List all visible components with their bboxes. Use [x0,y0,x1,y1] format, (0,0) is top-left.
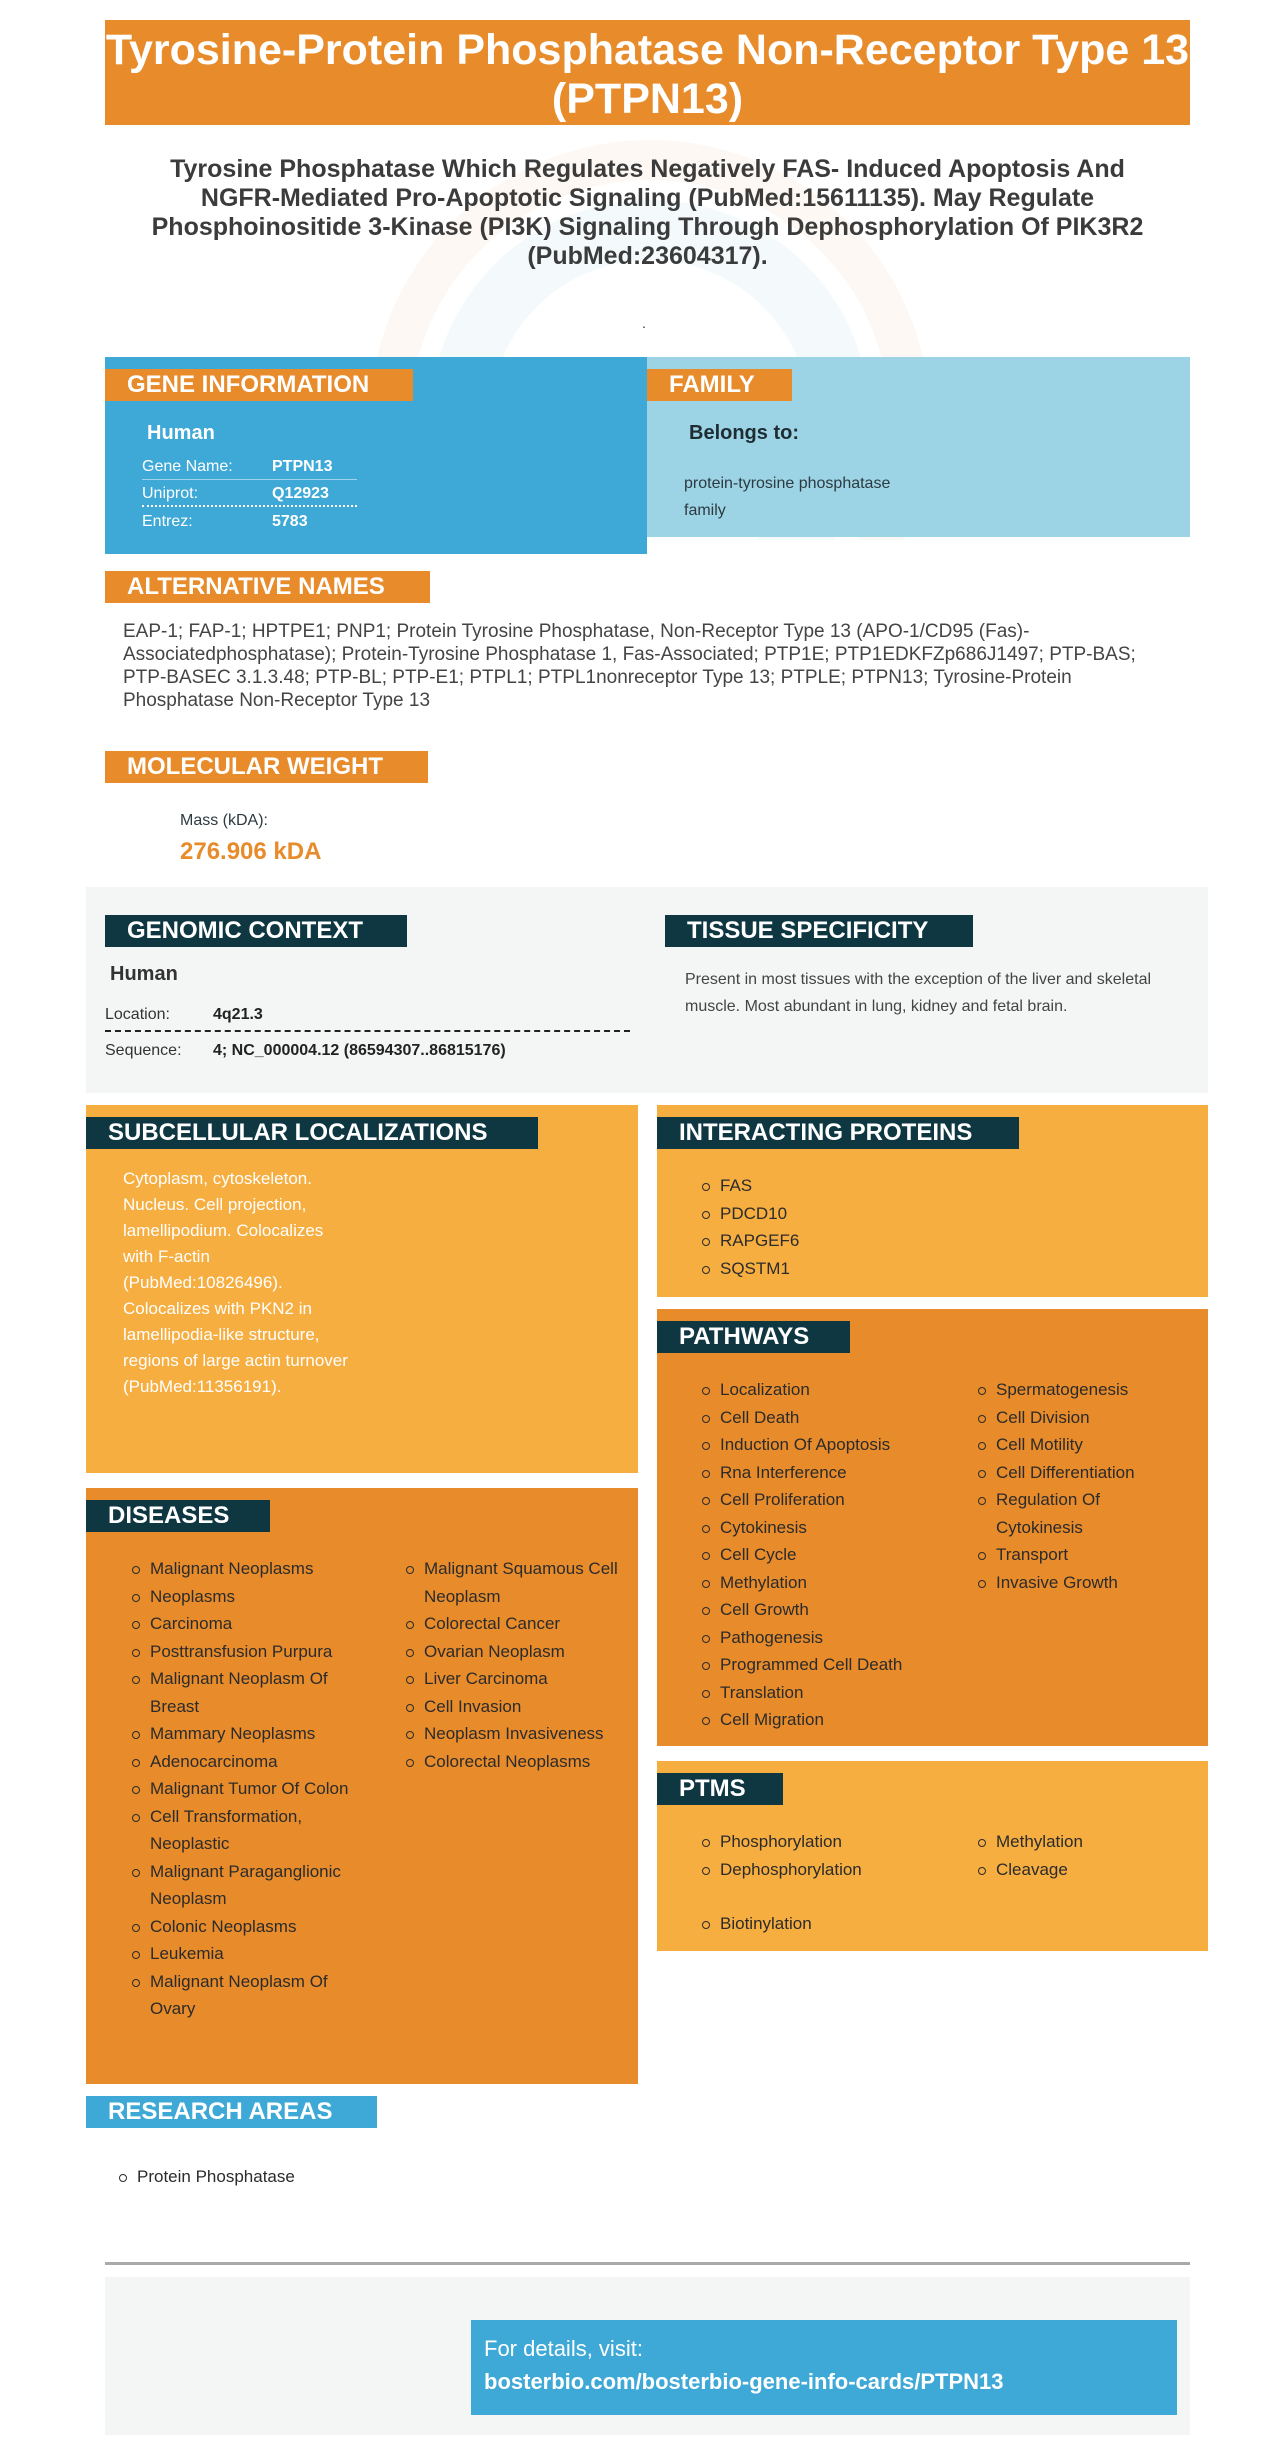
list-item: Colorectal Cancer [404,1610,624,1638]
pathways-heading: PATHWAYS [657,1321,850,1353]
list-item: Biotinylation [700,1910,960,1938]
list-item: Translation [700,1679,960,1707]
list-item: Cell Death [700,1404,960,1432]
list-item: Liver Carcinoma [404,1665,624,1693]
details-label: For details, visit: [484,2336,643,2361]
diseases-list-col2 [404,1555,624,1775]
alternative-names-heading: ALTERNATIVE NAMES [105,571,430,603]
list-item: Phosphorylation [700,1828,960,1856]
list-item: Invasive Growth [976,1569,1166,1597]
genomic-species: Human [110,963,178,985]
list-item: Ovarian Neoplasm [404,1638,624,1666]
list-item: Cell Motility [976,1431,1166,1459]
entrez-value: 5783 [272,513,308,530]
sequence-value: 4; NC_000004.12 (86594307..86815176) [213,1042,506,1059]
list-item: Malignant Squamous Cell Neoplasm [404,1555,624,1610]
location-value: 4q21.3 [213,1006,263,1023]
entrez-row [142,508,357,535]
list-item: Methylation [700,1569,960,1597]
list-item: Transport [976,1541,1166,1569]
list-item: Protein Phosphatase [117,2163,417,2191]
list-item: Cell Proliferation [700,1486,960,1514]
ptms-list-col2 [976,1828,1166,1883]
gene-information-heading: GENE INFORMATION [105,369,413,401]
pathways-list-col1 [700,1376,960,1734]
subcellular-localizations-heading: SUBCELLULAR LOCALIZATIONS [86,1117,538,1149]
alternative-names-text: EAP-1; FAP-1; HPTPE1; PNP1; Protein Tyrosine Phosphatase, Non-Receptor Type 13 (APO-1/CD95 (Fas)-Associatedphosphatase); Protein-Tyrosine Phosphatase 1, Fas-Associated; PTP1E; PTP1EDKFZp686J1497; PTP-BAS; PTP-BASEC 3.1.3.48; PTP-BL; PTP-E1; PTPL1; PTPL1nonreceptor Type 13; PTPLE; PTPN13; Tyrosine-Protein Phosphatase Non-Receptor Type 13 [123,621,1136,711]
details-callout[interactable] [471,2320,1177,2415]
ptms-list-col1 [700,1828,960,1883]
location-key: Location: [105,1006,170,1023]
interacting-proteins-heading: INTERACTING PROTEINS [657,1117,1019,1149]
tissue-specificity-text: Present in most tissues with the exception of the liver and skeletal muscle. Most abundant in lung, kidney and fetal brain. [685,971,1152,1015]
list-item: Cell Invasion [404,1693,624,1721]
interacting-proteins-list [700,1172,799,1282]
gene-name-key: Gene Name: [142,458,233,475]
list-item: Induction Of Apoptosis [700,1431,960,1459]
list-item: Neoplasm Invasiveness [404,1720,624,1748]
list-item: Malignant Neoplasms [130,1555,365,1583]
ptms-heading: PTMS [657,1773,783,1805]
mass-value: 276.906 kDA [180,838,322,865]
gene-function-summary: Tyrosine Phosphatase Which Regulates Negatively FAS- Induced Apoptosis And NGFR-Mediated Pro-Apoptotic Signaling (PubMed:15611135). May Regulate Phosphoinositide 3-Kinase (PI3K) Signaling Through Dephosphorylation Of PIK3R2 (PubMed:23604317). [151,155,1144,270]
footer-divider [105,2262,1190,2265]
list-item: Mammary Neoplasms [130,1720,365,1748]
list-item: Methylation [976,1828,1166,1856]
list-item: Cell Growth [700,1596,960,1624]
list-item: Colorectal Neoplasms [404,1748,624,1776]
list-item: Colonic Neoplasms [130,1913,365,1941]
uniprot-row [142,480,357,507]
gene-name-row [142,453,357,480]
list-item: Adenocarcinoma [130,1748,365,1776]
diseases-heading: DISEASES [86,1500,270,1532]
list-item: Malignant Paraganglionic Neoplasm [130,1858,365,1913]
gene-name-value: PTPN13 [272,458,333,475]
gene-species: Human [147,422,215,444]
family-panel [647,357,1190,537]
page-title: Tyrosine-Protein Phosphatase Non-Receptor Type 13 (PTPN13) [105,20,1190,125]
list-item: RAPGEF6 [700,1227,799,1255]
list-item: Cell Transformation, Neoplastic [130,1803,365,1858]
list-item: Malignant Neoplasm Of Breast [130,1665,365,1720]
molecular-weight-heading: MOLECULAR WEIGHT [105,751,428,783]
research-areas-heading: RESEARCH AREAS [86,2096,377,2128]
list-item: Dephosphorylation [700,1856,960,1884]
list-item: Spermatogenesis [976,1376,1166,1404]
genomic-context-heading: GENOMIC CONTEXT [105,915,407,947]
list-item: Localization [700,1376,960,1404]
uniprot-value: Q12923 [272,485,329,502]
list-item: Malignant Tumor Of Colon [130,1775,365,1803]
details-link[interactable]: bosterbio.com/bosterbio-gene-info-cards/PTPN13 [484,2369,1004,2394]
list-item: Rna Interference [700,1459,960,1487]
list-item: Cytokinesis [700,1514,960,1542]
list-item: Cell Migration [700,1706,960,1734]
entrez-key: Entrez: [142,513,193,530]
list-item: Programmed Cell Death [700,1651,960,1679]
sequence-row [105,1034,630,1068]
ptms-list-extra [700,1910,960,1938]
list-item: SQSTM1 [700,1255,799,1283]
list-item: PDCD10 [700,1200,799,1228]
list-item: Neoplasms [130,1583,365,1611]
pathways-list-col2 [976,1376,1166,1596]
mass-label: Mass (kDA): [180,812,268,829]
diseases-list-col1 [130,1555,365,2023]
list-item: Pathogenesis [700,1624,960,1652]
list-item: Carcinoma [130,1610,365,1638]
uniprot-key: Uniprot: [142,485,199,502]
list-item: Posttransfusion Purpura [130,1638,365,1666]
belongs-to-label: Belongs to: [689,422,799,444]
list-item: Leukemia [130,1940,365,1968]
separator-dot: . [642,315,646,331]
family-heading: FAMILY [647,369,792,401]
gene-information-panel [105,357,647,554]
list-item: Cell Differentiation [976,1459,1166,1487]
family-text: protein-tyrosine phosphatase family [684,475,891,519]
subcellular-localizations-text: Cytoplasm, cytoskeleton. Nucleus. Cell projection, lamellipodium. Colocalizes with F-actin (PubMed:10826496). Colocalizes with PKN2 in lamellipodia-like structure, regions of large actin turnover (PubMed:11356191). [123,1169,348,1396]
location-row [105,998,630,1032]
sequence-key: Sequence: [105,1042,182,1059]
list-item: Malignant Neoplasm Of Ovary [130,1968,365,2023]
list-item: Cell Division [976,1404,1166,1432]
list-item: FAS [700,1172,799,1200]
list-item: Cleavage [976,1856,1166,1884]
research-areas-list [117,2163,417,2191]
list-item: Cell Cycle [700,1541,960,1569]
tissue-specificity-heading: TISSUE SPECIFICITY [665,915,973,947]
list-item: Regulation Of Cytokinesis [976,1486,1166,1541]
